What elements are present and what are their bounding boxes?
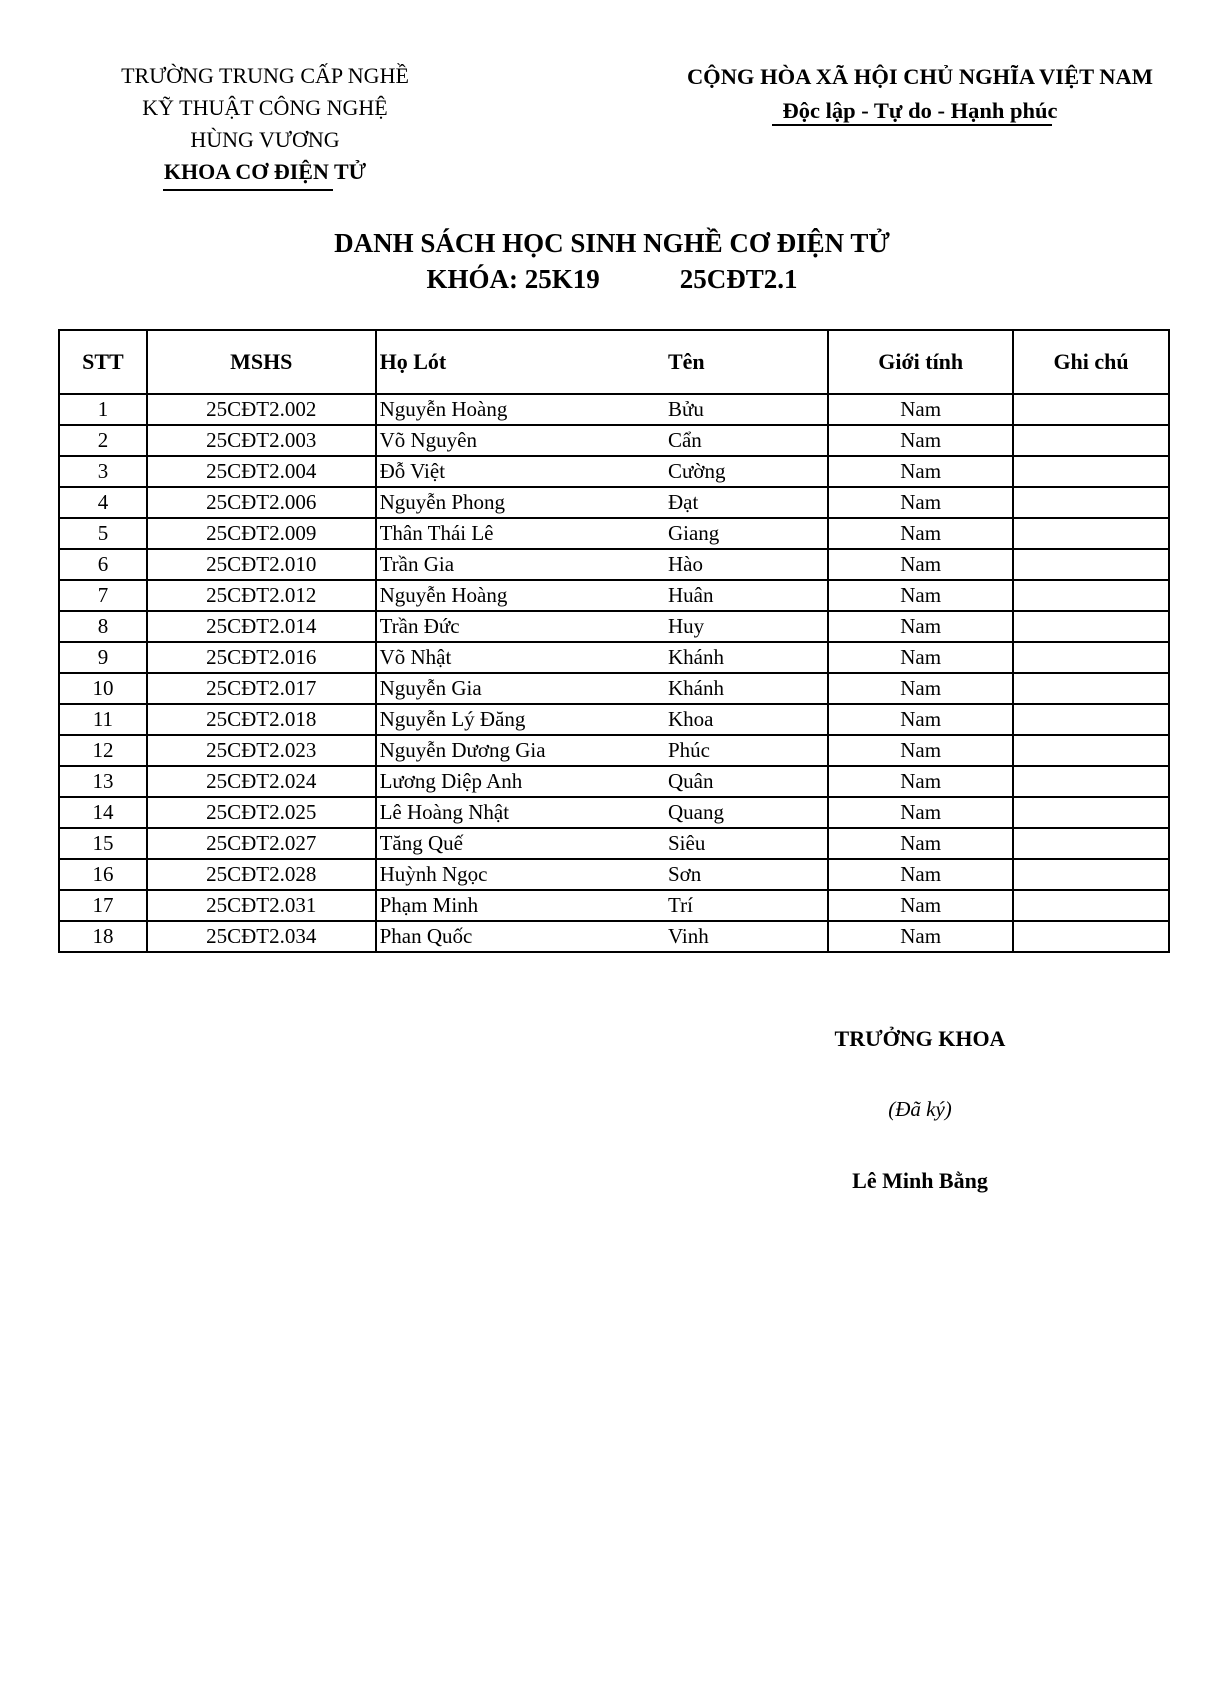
cell-mshs: 25CĐT2.006 <box>147 487 376 518</box>
table-row <box>59 735 1169 766</box>
cell-gioi-tinh: Nam <box>828 518 1013 549</box>
cell-mshs: 25CĐT2.016 <box>147 642 376 673</box>
cell-ghi-chu <box>1013 766 1169 797</box>
header-ten: Tên <box>646 330 828 394</box>
cell-mshs: 25CĐT2.025 <box>147 797 376 828</box>
cell-ghi-chu <box>1013 704 1169 735</box>
cell-ten: Siêu <box>646 828 828 859</box>
cell-ghi-chu <box>1013 518 1169 549</box>
cell-ten: Hào <box>646 549 828 580</box>
document-title <box>200 225 1024 297</box>
cell-ten: Cường <box>646 456 828 487</box>
cell-ho-lot: Tăng Quế <box>376 828 646 859</box>
motto-underline <box>772 124 1052 126</box>
cell-ho-lot: Võ Nguyên <box>376 425 646 456</box>
header-mshs: MSHS <box>147 330 376 394</box>
cell-ten: Quang <box>646 797 828 828</box>
cell-stt: 17 <box>59 890 147 921</box>
cell-mshs: 25CĐT2.010 <box>147 549 376 580</box>
cell-ho-lot: Lê Hoàng Nhật <box>376 797 646 828</box>
cell-ho-lot: Võ Nhật <box>376 642 646 673</box>
header-ho-lot: Họ Lót <box>376 330 646 394</box>
cell-ten: Cẩn <box>646 425 828 456</box>
cell-ho-lot: Nguyễn Gia <box>376 673 646 704</box>
title-subline <box>200 261 1024 297</box>
cell-ghi-chu <box>1013 797 1169 828</box>
school-name-line2: KỸ THUẬT CÔNG NGHỆ <box>142 95 388 120</box>
cell-mshs: 25CĐT2.018 <box>147 704 376 735</box>
table-row <box>59 456 1169 487</box>
table-row <box>59 425 1169 456</box>
cell-ho-lot: Đỗ Việt <box>376 456 646 487</box>
cell-ghi-chu <box>1013 859 1169 890</box>
cell-stt: 6 <box>59 549 147 580</box>
title-main: DANH SÁCH HỌC SINH NGHỀ CƠ ĐIỆN TỬ <box>334 228 890 258</box>
cell-ho-lot: Phan Quốc <box>376 921 646 952</box>
header-stt: STT <box>59 330 147 394</box>
cell-gioi-tinh: Nam <box>828 735 1013 766</box>
cell-stt: 18 <box>59 921 147 952</box>
cell-ho-lot: Thân Thái Lê <box>376 518 646 549</box>
cell-ten: Trí <box>646 890 828 921</box>
cell-ten: Khánh <box>646 642 828 673</box>
cell-ho-lot: Trần Gia <box>376 549 646 580</box>
signature-title: TRƯỞNG KHOA <box>834 1026 1006 1051</box>
cell-ho-lot: Phạm Minh <box>376 890 646 921</box>
cell-stt: 11 <box>59 704 147 735</box>
header-gioi-tinh: Giới tính <box>828 330 1013 394</box>
cell-gioi-tinh: Nam <box>828 456 1013 487</box>
cell-stt: 1 <box>59 394 147 425</box>
cell-stt: 7 <box>59 580 147 611</box>
cell-stt: 16 <box>59 859 147 890</box>
cell-ten: Phúc <box>646 735 828 766</box>
cell-ghi-chu <box>1013 611 1169 642</box>
school-name-line3: HÙNG VƯƠNG <box>190 127 340 152</box>
cell-stt: 9 <box>59 642 147 673</box>
cell-ho-lot: Nguyễn Hoàng <box>376 580 646 611</box>
table-row <box>59 921 1169 952</box>
cell-gioi-tinh: Nam <box>828 487 1013 518</box>
cell-mshs: 25CĐT2.004 <box>147 456 376 487</box>
table-body <box>59 394 1169 952</box>
cell-ten: Vinh <box>646 921 828 952</box>
cell-gioi-tinh: Nam <box>828 394 1013 425</box>
cell-gioi-tinh: Nam <box>828 828 1013 859</box>
cell-stt: 2 <box>59 425 147 456</box>
cell-ten: Bửu <box>646 394 828 425</box>
cell-gioi-tinh: Nam <box>828 704 1013 735</box>
cell-ten: Đạt <box>646 487 828 518</box>
table-row <box>59 580 1169 611</box>
cell-ten: Quân <box>646 766 828 797</box>
cell-ghi-chu <box>1013 549 1169 580</box>
school-header <box>80 60 450 188</box>
school-name-line1: TRƯỜNG TRUNG CẤP NGHỀ <box>121 63 409 88</box>
cell-stt: 8 <box>59 611 147 642</box>
signatory-name: Lê Minh Bằng <box>852 1168 988 1193</box>
table-row <box>59 859 1169 890</box>
cell-ten: Khánh <box>646 673 828 704</box>
table-row <box>59 394 1169 425</box>
cell-ten: Giang <box>646 518 828 549</box>
cell-ho-lot: Lương Diệp Anh <box>376 766 646 797</box>
cell-stt: 14 <box>59 797 147 828</box>
cell-mshs: 25CĐT2.034 <box>147 921 376 952</box>
cell-ten: Huy <box>646 611 828 642</box>
cell-mshs: 25CĐT2.024 <box>147 766 376 797</box>
table-row <box>59 797 1169 828</box>
cell-mshs: 25CĐT2.028 <box>147 859 376 890</box>
cell-gioi-tinh: Nam <box>828 673 1013 704</box>
cell-ghi-chu <box>1013 487 1169 518</box>
department-underline <box>163 189 333 191</box>
cell-ghi-chu <box>1013 890 1169 921</box>
cell-ten: Khoa <box>646 704 828 735</box>
country-name: CỘNG HÒA XÃ HỘI CHỦ NGHĨA VIỆT NAM <box>686 64 1154 89</box>
student-roster-table <box>58 329 1170 953</box>
cell-ten: Sơn <box>646 859 828 890</box>
table-row <box>59 518 1169 549</box>
cell-ho-lot: Nguyễn Lý Đăng <box>376 704 646 735</box>
cell-mshs: 25CĐT2.017 <box>147 673 376 704</box>
cell-ten: Huân <box>646 580 828 611</box>
cell-mshs: 25CĐT2.009 <box>147 518 376 549</box>
cell-ho-lot: Huỳnh Ngọc <box>376 859 646 890</box>
table-header-row <box>59 330 1169 394</box>
cell-ghi-chu <box>1013 921 1169 952</box>
cell-mshs: 25CĐT2.031 <box>147 890 376 921</box>
cell-gioi-tinh: Nam <box>828 611 1013 642</box>
cell-stt: 3 <box>59 456 147 487</box>
cell-mshs: 25CĐT2.003 <box>147 425 376 456</box>
table-row <box>59 487 1169 518</box>
cell-ghi-chu <box>1013 828 1169 859</box>
table-row <box>59 673 1169 704</box>
cell-ho-lot: Trần Đức <box>376 611 646 642</box>
cell-ho-lot: Nguyễn Phong <box>376 487 646 518</box>
cell-gioi-tinh: Nam <box>828 425 1013 456</box>
table-row <box>59 766 1169 797</box>
cell-ghi-chu <box>1013 642 1169 673</box>
national-motto: Độc lập - Tự do - Hạnh phúc <box>782 98 1058 123</box>
cell-ho-lot: Nguyễn Dương Gia <box>376 735 646 766</box>
cell-ghi-chu <box>1013 394 1169 425</box>
cell-mshs: 25CĐT2.027 <box>147 828 376 859</box>
cell-mshs: 25CĐT2.012 <box>147 580 376 611</box>
cell-gioi-tinh: Nam <box>828 859 1013 890</box>
table-row <box>59 549 1169 580</box>
department-name: KHOA CƠ ĐIỆN TỬ <box>163 159 367 184</box>
cell-gioi-tinh: Nam <box>828 890 1013 921</box>
table-row <box>59 828 1169 859</box>
table-row <box>59 890 1169 921</box>
cell-stt: 10 <box>59 673 147 704</box>
cell-ghi-chu <box>1013 425 1169 456</box>
cell-ho-lot: Nguyễn Hoàng <box>376 394 646 425</box>
cell-ghi-chu <box>1013 580 1169 611</box>
cell-gioi-tinh: Nam <box>828 549 1013 580</box>
cell-ghi-chu <box>1013 673 1169 704</box>
cell-mshs: 25CĐT2.002 <box>147 394 376 425</box>
cell-mshs: 25CĐT2.014 <box>147 611 376 642</box>
header-ghi-chu: Ghi chú <box>1013 330 1169 394</box>
national-header <box>655 60 1185 128</box>
signature-note: (Đã ký) <box>888 1097 952 1121</box>
cell-stt: 12 <box>59 735 147 766</box>
course-label: KHÓA: 25K19 <box>426 264 600 294</box>
cell-ghi-chu <box>1013 735 1169 766</box>
table-row <box>59 704 1169 735</box>
table-row <box>59 642 1169 673</box>
cell-stt: 5 <box>59 518 147 549</box>
table-row <box>59 611 1169 642</box>
cell-gioi-tinh: Nam <box>828 766 1013 797</box>
cell-stt: 4 <box>59 487 147 518</box>
cell-gioi-tinh: Nam <box>828 642 1013 673</box>
cell-stt: 13 <box>59 766 147 797</box>
cell-gioi-tinh: Nam <box>828 921 1013 952</box>
cell-mshs: 25CĐT2.023 <box>147 735 376 766</box>
cell-stt: 15 <box>59 828 147 859</box>
cell-gioi-tinh: Nam <box>828 580 1013 611</box>
cell-gioi-tinh: Nam <box>828 797 1013 828</box>
class-code: 25CĐT2.1 <box>679 264 798 294</box>
cell-ghi-chu <box>1013 456 1169 487</box>
